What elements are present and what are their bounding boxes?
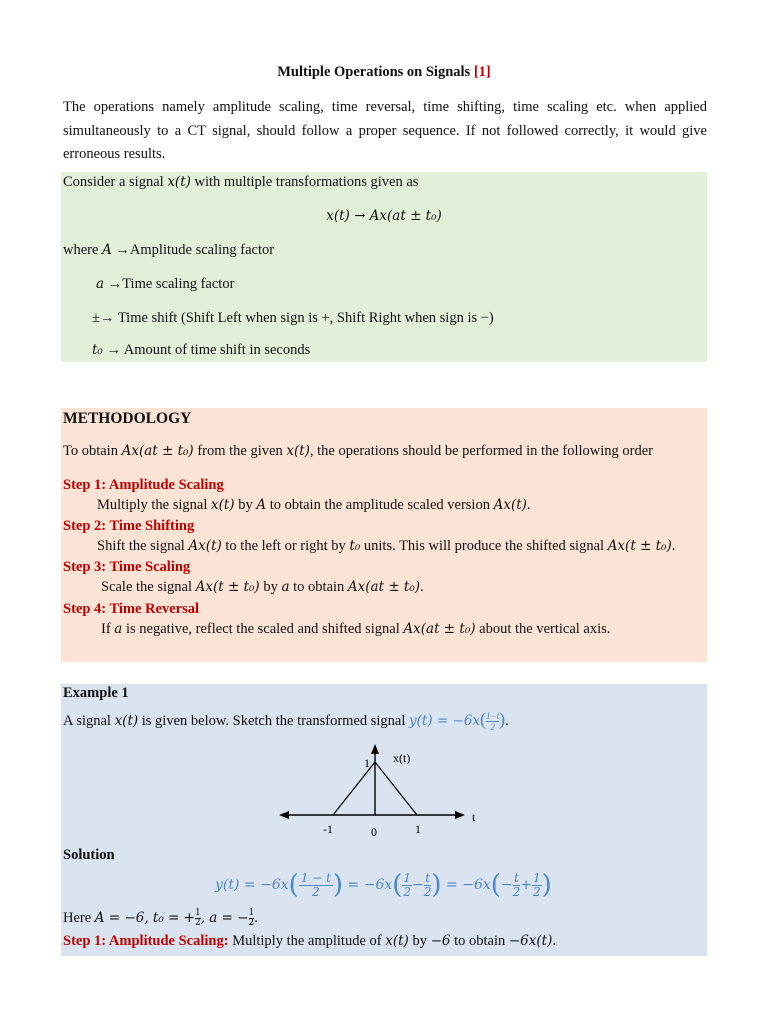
xt-axis-arrow — [371, 744, 379, 754]
citation-link[interactable]: [1] — [473, 64, 491, 80]
solution-heading: Solution — [63, 847, 115, 863]
tick-one: 1 — [415, 822, 421, 836]
step-3-text: Scale the signal Ax(t ± t₀) by a to obtain Ax(at ± t₀). — [101, 579, 424, 595]
step-2-text: Shift the signal Ax(t) to the left or right by t₀ units. This will produce the shifted signal Ax(t ± t₀). — [97, 538, 676, 554]
tick-neg-one: -1 — [323, 822, 333, 836]
transform-equation: x(t) → Ax(at ± t₀) — [326, 208, 442, 224]
example-box — [61, 684, 707, 956]
step-2-title: Step 2: Time Shifting — [63, 518, 195, 534]
example-step-1: Step 1: Amplitude Scaling: Multiply the amplitude of x(t) by −6 to obtain −6x(t). — [63, 933, 556, 949]
shift-amount-def: t₀ → Amount of time shift in seconds — [92, 342, 311, 358]
solution-equation: y(t) = −6x( $\frac{1 - t}{2}$ ) = −6x( $\frac{1}{2}$ − $\frac{t}{2}$ ) = −6x(− $\frac{t}{2}$ + $\frac{1}{2}$ ) — [215, 870, 552, 900]
intro-paragraph: The operations namely amplitude scaling, time reversal, time shifting, time scaling etc. when applied simultaneously to a CT signal, should follow a proper sequence. If not followed correctly, it would give erroneous results. — [63, 99, 707, 162]
peak-label: 1 — [364, 756, 370, 770]
methodology-intro: To obtain Ax(at ± t₀) from the given x(t), the operations should be performed in the following order — [63, 443, 653, 459]
t-axis-label: t — [472, 810, 476, 824]
t-axis-arrow-left — [279, 811, 289, 819]
step-1-text: Multiply the signal x(t) by A to obtain the amplitude scaled version Ax(t). — [97, 497, 531, 513]
page-title: Multiple Operations on Signals [1] — [277, 64, 491, 80]
time-shift-def: ±→ Time shift (Shift Left when sign is +, Shift Right when sign is −) — [92, 310, 494, 326]
tick-zero: 0 — [371, 825, 377, 839]
parameters-line: Here A = −6, t₀ = + $\frac{1}{2}$ , a = − $\frac{1}{2}$ . — [63, 908, 258, 928]
definition-box — [61, 172, 707, 362]
consider-line: Consider a signal x(t) with multiple transformations given as — [63, 174, 419, 190]
example-prompt: A signal x(t) is given below. Sketch the transformed signal y(t) = −6x( $\frac{1-t}{2}$ ). — [63, 709, 509, 733]
signal-xt-figure — [276, 739, 486, 854]
step-1-title: Step 1: Amplitude Scaling — [63, 477, 224, 493]
step-4-text: If a is negative, reflect the scaled and shifted signal Ax(at ± t₀) about the vertical axis. — [101, 621, 611, 637]
t-axis-arrow-right — [455, 811, 465, 819]
methodology-box — [61, 408, 707, 662]
step-4-title: Step 4: Time Reversal — [63, 601, 199, 617]
where-line: where A →Amplitude scaling factor — [63, 242, 275, 258]
example-heading: Example 1 — [63, 685, 129, 701]
xt-axis-label: x(t) — [393, 751, 411, 765]
step-3-title: Step 3: Time Scaling — [63, 559, 191, 575]
methodology-heading: METHODOLOGY — [63, 410, 192, 427]
time-scaling-def: a →Time scaling factor — [96, 276, 235, 292]
